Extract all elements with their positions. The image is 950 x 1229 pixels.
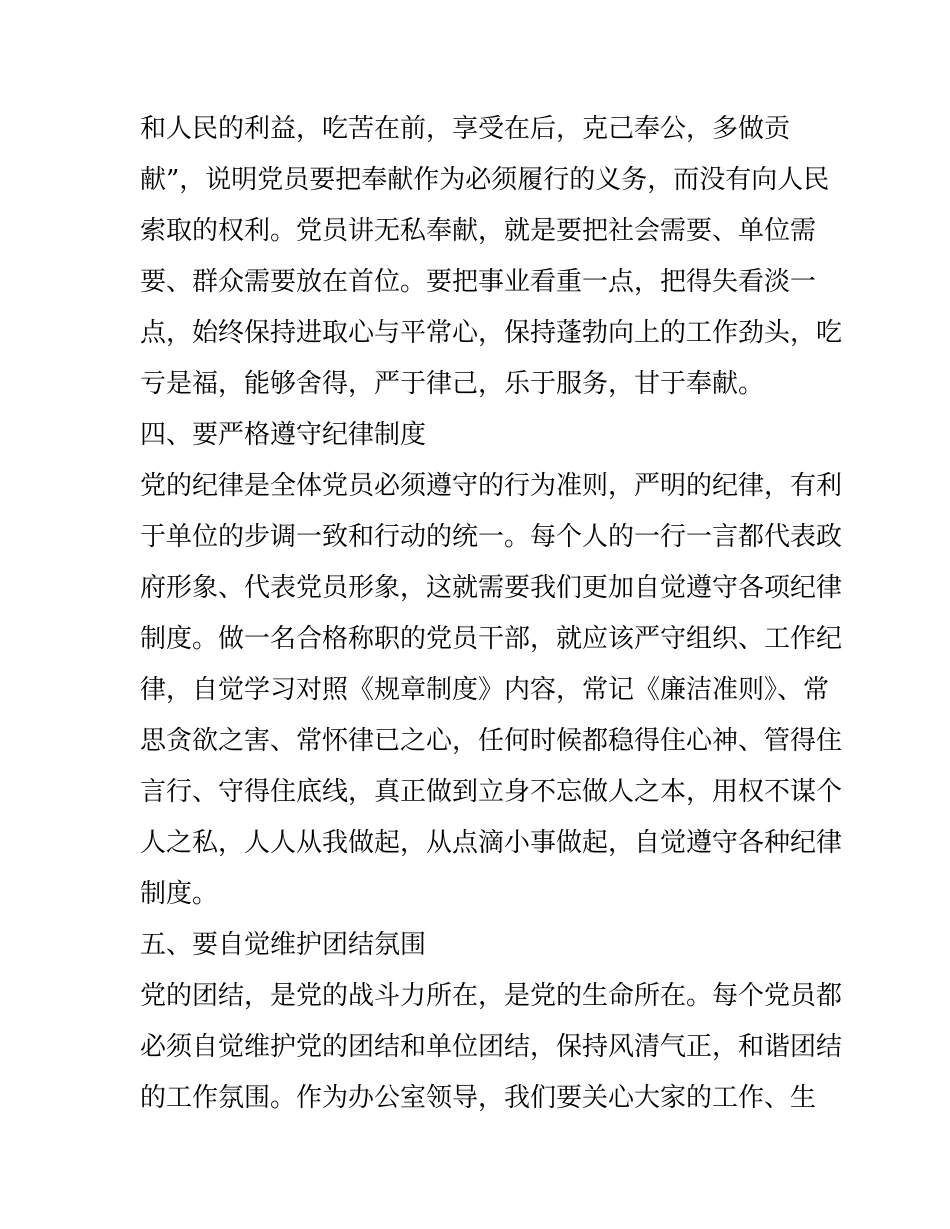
- body-text-line: 献”，说明党员要把奉献作为必须履行的义务，而没有向人民: [140, 165, 830, 195]
- body-text-line: 亏是福，能够舍得，严于律己，乐于服务，甘于奉献。: [140, 369, 765, 399]
- body-text-line: 必须自觉维护党的团结和单位团结，保持风清气正，和谐团结: [140, 1032, 843, 1062]
- body-text-line: 人之私，人人从我做起，从点滴小事做起，自觉遵守各种纪律: [140, 828, 843, 858]
- section-heading: 四、要严格遵守纪律制度: [140, 420, 427, 450]
- body-text-line: 要、群众需要放在首位。要把事业看重一点，把得失看淡一: [140, 267, 817, 297]
- body-text-line: 府形象、代表党员形象，这就需要我们更加自觉遵守各项纪律: [140, 573, 843, 603]
- body-text-line: 制度。做一名合格称职的党员干部，就应该严守组织、工作纪: [140, 624, 843, 654]
- body-text-line: 的工作氛围。作为办公室领导，我们要关心大家的工作、生: [140, 1083, 817, 1113]
- body-text-line: 党的纪律是全体党员必须遵守的行为准则，严明的纪律，有利: [140, 471, 843, 501]
- body-text-line: 思贪欲之害、常怀律已之心，任何时候都稳得住心神、管得住: [140, 726, 843, 756]
- body-text-line: 制度。: [140, 879, 219, 909]
- body-text-line: 于单位的步调一致和行动的统一。每个人的一行一言都代表政: [140, 522, 843, 552]
- body-text-line: 和人民的利益，吃苦在前，享受在后，克己奉公，多做贡: [140, 114, 791, 144]
- body-text-line: 党的团结，是党的战斗力所在，是党的生命所在。每个党员都: [140, 981, 843, 1011]
- body-text-line: 索取的权利。党员讲无私奉献，就是要把社会需要、单位需: [140, 216, 817, 246]
- body-text-line: 律，自觉学习对照《规章制度》内容，常记《廉洁准则》、常: [140, 675, 830, 705]
- body-text-line: 言行、守得住底线，真正做到立身不忘做人之本，用权不谋个: [140, 777, 843, 807]
- body-text-line: 点，始终保持进取心与平常心，保持蓬勃向上的工作劲头，吃: [140, 318, 843, 348]
- section-heading: 五、要自觉维护团结氛围: [140, 930, 427, 960]
